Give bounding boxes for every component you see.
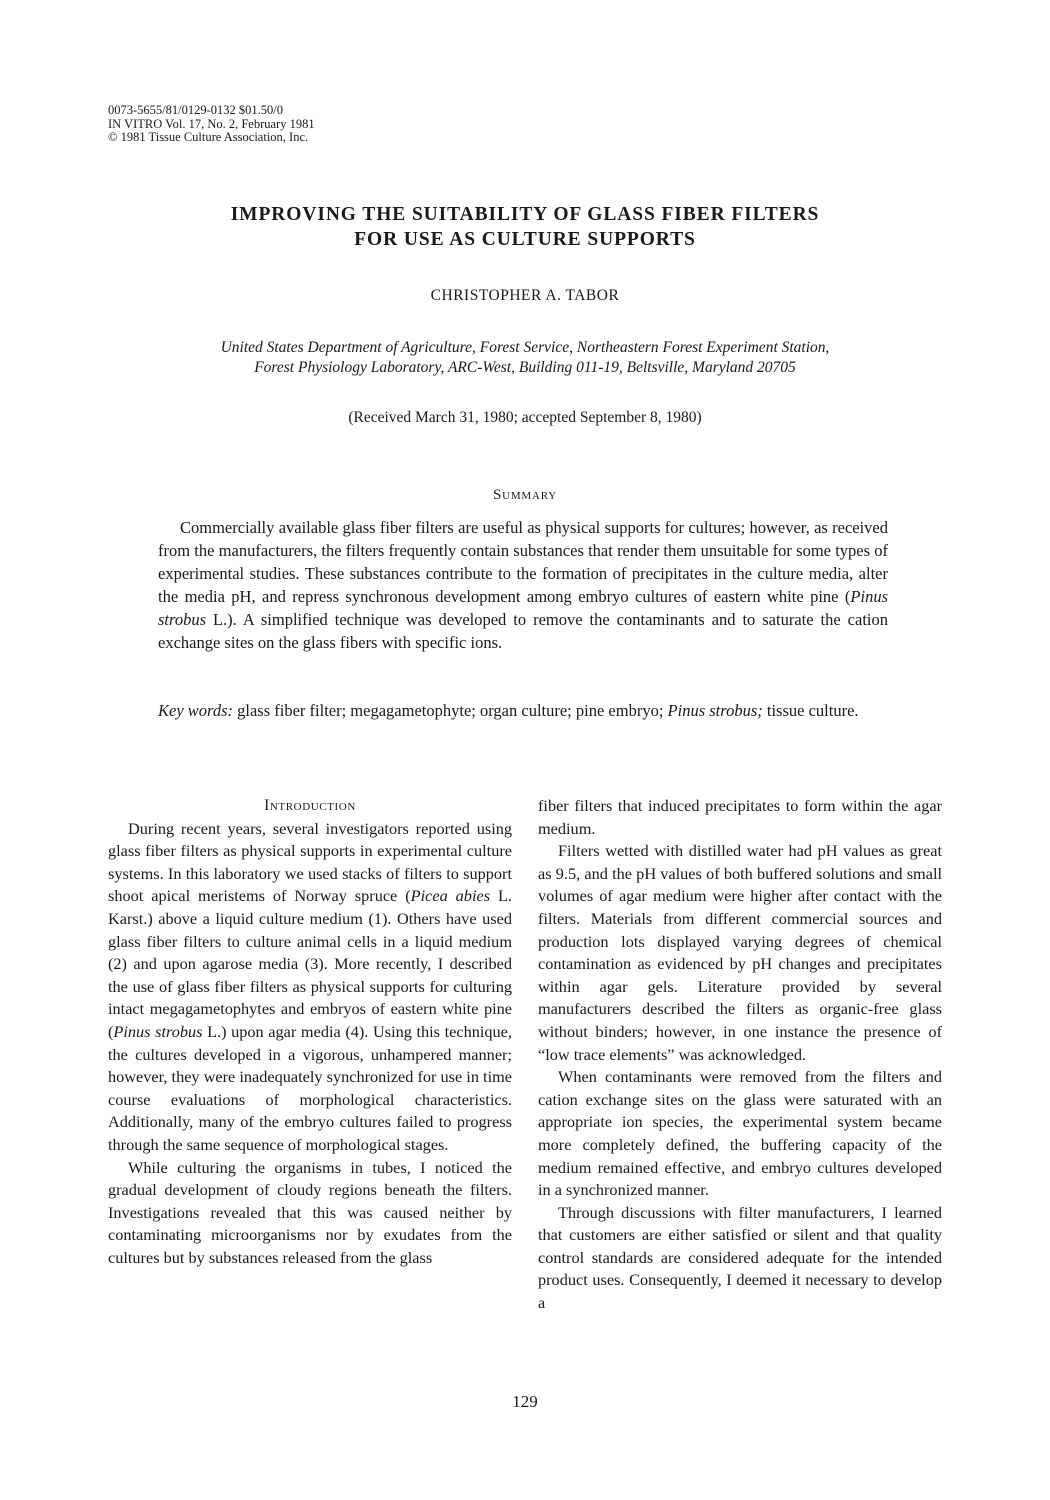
- page-number: 129: [512, 1392, 538, 1411]
- intro-p1-species-pine: Pinus strobus: [113, 1021, 203, 1041]
- citation-header: [108, 104, 315, 145]
- keywords: [158, 699, 888, 722]
- received-dates: (Received March 31, 1980; accepted September 8, 1980): [348, 409, 702, 426]
- intro-p1-text-e: L.) upon agar media (4). Using this technique, the cultures developed in a vigorous, unhampered manner; however, they were inadequately synchronized for use in time course evaluations of morphological characteristics. Additionally, many of the embryo cultures failed to progress through the same sequence of morphological stages.: [108, 1021, 512, 1154]
- article-title: [0, 202, 1050, 252]
- intro-paragraph-3: Filters wetted with distilled water had pH values as great as 9.5, and the pH values of both buffered solutions and small volumes of agar medium were higher after contact with the filters. Materials from different commercial sources and production lots displayed varying degrees of chemical contamination as evidenced by pH changes and precipitates within agar gels. Literature provided by several manufacturers described the filters as organic-free glass without binders; however, in one instance the presence of “low trace elements” was acknowledged.: [538, 841, 942, 1064]
- journal-name: IN VITRO: [108, 116, 163, 131]
- affiliation: [0, 338, 1050, 378]
- intro-paragraph-1: [108, 818, 512, 1157]
- summary-heading: Summary: [492, 487, 558, 503]
- summary-species: Pinus strobus: [158, 587, 888, 630]
- keywords-part-2: tissue culture.: [762, 701, 859, 720]
- affiliation-line-2: Forest Physiology Laboratory, ARC-West, Building 011-19, Beltsville, Maryland 20705: [254, 359, 796, 376]
- copyright-line: © 1981 Tissue Culture Association, Inc.: [108, 130, 309, 144]
- summary-part-1: Commercially available glass fiber filters are useful as physical supports for cultures; however, as received from the manufacturers, the filters frequently contain substances that render them unsuitable for some types of experimental studies. These substances contribute to the formation of precipitates in the culture media, alter the media pH, and repress synchronous development among embryo cultures of eastern white pine (: [158, 518, 888, 607]
- introduction-heading: Introduction: [264, 797, 356, 814]
- summary-text: [158, 516, 888, 655]
- title-line-2: FOR USE AS CULTURE SUPPORTS: [354, 229, 696, 250]
- intro-paragraph-2-continued: fiber filters that induced precipitates to form within the agar medium.: [538, 796, 942, 838]
- intro-paragraph-4: When contaminants were removed from the filters and cation exchange sites on the glass were saturated with an appropriate ion species, the experimental system became more completely defined, the buffering capacity of the medium remained effective, and embryo cultures developed in a synchronized manner.: [538, 1067, 942, 1200]
- intro-paragraph-5: Through discussions with filter manufacturers, I learned that customers are either satisfied or silent and that quality control standards are considered adequate for the intended product uses. Consequently, I deemed it necessary to develop a: [538, 1202, 942, 1313]
- intro-p1-text-c: L. Karst.) above a liquid culture medium (1). Others have used glass fiber filters to culture animal cells in a liquid medium (2) and upon agarose media (3). More recently, I described the use of glass fiber filters as physical supports for culturing intact megagametophytes and embryos of eastern white pine (: [108, 886, 512, 1041]
- issn-line: 0073-5655/81/0129-0132 $01.50/0: [108, 103, 283, 117]
- intro-p1-text-a: During recent years, several investigators reported using glass fiber filters as physical supports in experimental culture systems. In this laboratory we used stacks of filters to support shoot apical meristems of Norway spruce (: [108, 818, 512, 906]
- keywords-part-1: glass fiber filter; megagametophyte; organ culture; pine embryo;: [233, 701, 668, 720]
- journal-volume: Vol. 17, No. 2, February 1981: [162, 116, 315, 131]
- left-column: [108, 795, 512, 1269]
- intro-p1-species-spruce: Picea abies: [410, 886, 491, 906]
- keywords-species: Pinus strobus;: [667, 701, 763, 720]
- journal-line: [108, 118, 315, 132]
- author-name: CHRISTOPHER A. TABOR: [430, 287, 620, 304]
- affiliation-line-1: United States Department of Agriculture, Forest Service, Northeastern Forest Experiment Station,: [220, 339, 830, 356]
- keywords-label: Key words:: [158, 701, 234, 720]
- intro-paragraph-2: While culturing the organisms in tubes, I noticed the gradual development of cloudy regions beneath the filters. Investigations revealed that this was caused neither by contaminating microorganisms nor by exudates from the cultures but by substances released from the glass: [108, 1157, 512, 1267]
- title-line-1: IMPROVING THE SUITABILITY OF GLASS FIBER FILTERS: [230, 204, 820, 225]
- right-column: [538, 795, 942, 1315]
- summary-part-2: L.). A simplified technique was developed to remove the contaminants and to saturate the cation exchange sites on the glass fibers with specific ions.: [158, 610, 888, 653]
